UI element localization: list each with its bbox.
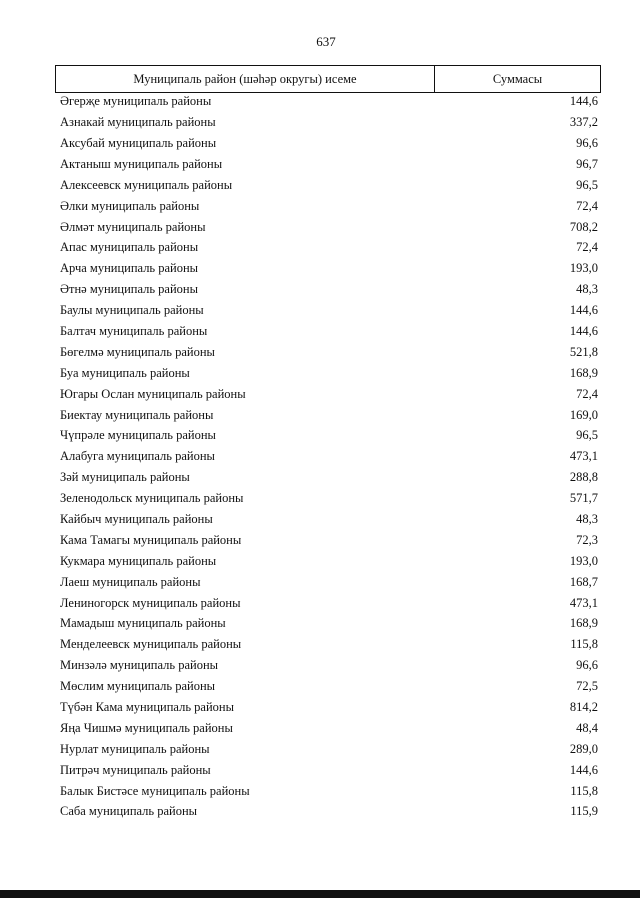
table-row: [60, 175, 598, 196]
district-amount: 72,4: [576, 386, 598, 401]
district-name: Кама Тамагы муниципаль районы: [60, 532, 242, 547]
table-row: [60, 760, 598, 781]
district-name: Зеленодольск муниципаль районы: [60, 491, 244, 506]
district-amount: 289,0: [569, 741, 598, 756]
district-amount: 144,6: [569, 323, 598, 338]
district-name: Яңа Чишмә муниципаль районы: [60, 720, 233, 735]
table-row: [60, 551, 598, 572]
district-name: Питрәч муниципаль районы: [60, 762, 211, 777]
district-amount: 521,8: [569, 344, 598, 359]
table-row: [60, 571, 598, 592]
table-header: [55, 65, 601, 93]
district-name: Әлки муниципаль районы: [60, 198, 200, 213]
table-row: [60, 613, 598, 634]
district-name: Менделеевск муниципаль районы: [60, 637, 242, 652]
table-row: [60, 509, 598, 530]
district-amount: 288,8: [569, 470, 598, 485]
table-row: [60, 697, 598, 718]
district-amount: 473,1: [569, 449, 598, 464]
table-row: [60, 676, 598, 697]
table-row: [60, 279, 598, 300]
district-name: Әлмәт муниципаль районы: [60, 219, 206, 234]
page-number: 637: [316, 34, 336, 49]
table-row: [60, 342, 598, 363]
district-name: Алексеевск муниципаль районы: [60, 177, 233, 192]
district-name: Зәй муниципаль районы: [60, 470, 190, 485]
district-name: Әгерҗе муниципаль районы: [60, 94, 212, 109]
table-row: [60, 801, 598, 822]
table-row: [60, 488, 598, 509]
district-name: Кукмара муниципаль районы: [60, 553, 217, 568]
district-amount: 115,8: [570, 637, 598, 652]
table-row: [60, 634, 598, 655]
district-name: Биектау муниципаль районы: [60, 407, 214, 422]
district-amount: 48,3: [576, 282, 598, 297]
district-amount: 72,4: [576, 240, 598, 255]
table-row: [60, 467, 598, 488]
table-row: [60, 91, 598, 112]
district-name: Чүпрәле муниципаль районы: [60, 428, 216, 443]
table-row: [60, 195, 598, 216]
table-row: [60, 404, 598, 425]
table-row: [60, 530, 598, 551]
table-row: [60, 112, 598, 133]
district-amount: 337,2: [569, 115, 598, 130]
table-body: [60, 91, 598, 822]
column-header-name: Муниципаль район (шәһәр округы) исеме: [56, 66, 435, 92]
table-row: [60, 258, 598, 279]
table-row: [60, 216, 598, 237]
district-amount: 72,3: [576, 532, 598, 547]
district-amount: 115,8: [570, 783, 598, 798]
district-name: Алабуга муниципаль районы: [60, 449, 215, 464]
district-amount: 168,9: [569, 616, 598, 631]
district-name: Аксубай муниципаль районы: [60, 135, 217, 150]
district-name: Кайбыч муниципаль районы: [60, 512, 213, 526]
district-amount: 72,5: [576, 679, 598, 694]
district-amount: 473,1: [569, 595, 598, 610]
district-amount: 96,6: [576, 658, 598, 673]
district-name: Балык Бистәсе муниципаль районы: [60, 783, 250, 798]
district-amount: 169,0: [569, 407, 598, 422]
district-amount: 168,9: [569, 365, 598, 380]
table-row: [60, 780, 598, 801]
district-amount: 96,5: [576, 177, 598, 192]
table-row: [60, 718, 598, 739]
table-row: [60, 739, 598, 760]
district-name: Түбән Кама муниципаль районы: [60, 700, 234, 715]
table-row: [60, 300, 598, 321]
district-amount: 48,4: [576, 720, 598, 735]
district-amount: 96,7: [576, 156, 598, 171]
district-amount: 144,6: [569, 762, 598, 777]
district-name: Лаеш муниципаль районы: [60, 574, 201, 589]
column-header-sum: Суммасы: [492, 71, 543, 86]
table-row: [60, 321, 598, 342]
district-amount: 571,7: [569, 491, 598, 506]
district-name: Югары Ослан муниципаль районы: [60, 386, 246, 401]
table-row: [60, 154, 598, 175]
table-row: [60, 446, 598, 467]
district-name: Мамадыш муниципаль районы: [60, 616, 226, 631]
district-amount: 144,6: [569, 94, 598, 109]
district-name: Апас муниципаль районы: [60, 240, 199, 255]
district-name: Мөслим муниципаль районы: [60, 679, 216, 694]
district-name: Буа муниципаль районы: [60, 365, 190, 380]
scan-edge: [0, 890, 640, 898]
district-amount: 193,0: [569, 261, 598, 276]
district-amount: 168,7: [569, 574, 598, 589]
district-amount: 115,9: [570, 804, 598, 819]
district-name: Нурлат муниципаль районы: [60, 741, 210, 756]
table-row: [60, 133, 598, 154]
district-name: Минзәлә муниципаль районы: [60, 658, 219, 673]
district-amount: 96,5: [576, 428, 598, 443]
table-row: [60, 363, 598, 384]
district-name: Азнакай муниципаль районы: [60, 115, 216, 130]
table-row: [60, 592, 598, 613]
district-name: Бөгелмә муниципаль районы: [60, 344, 215, 359]
district-amount: 708,2: [569, 219, 598, 234]
district-name: Лениногорск муниципаль районы: [60, 595, 241, 610]
district-amount: 96,6: [576, 135, 598, 150]
district-amount: 193,0: [569, 553, 598, 568]
district-amount: 48,3: [576, 512, 598, 526]
district-amount: 144,6: [569, 303, 598, 318]
district-name: Актаныш муниципаль районы: [60, 156, 223, 171]
district-name: Балтач муниципаль районы: [60, 323, 208, 338]
table-row: [60, 237, 598, 258]
district-amount: 72,4: [576, 198, 598, 213]
table-row: [60, 425, 598, 446]
district-name: Саба муниципаль районы: [60, 804, 198, 819]
district-name: Баулы муниципаль районы: [60, 303, 204, 318]
table-row: [60, 655, 598, 676]
district-amount: 814,2: [569, 700, 598, 715]
table-row: [60, 383, 598, 404]
district-name: Әтнә муниципаль районы: [60, 282, 199, 297]
district-name: Арча муниципаль районы: [60, 261, 199, 276]
